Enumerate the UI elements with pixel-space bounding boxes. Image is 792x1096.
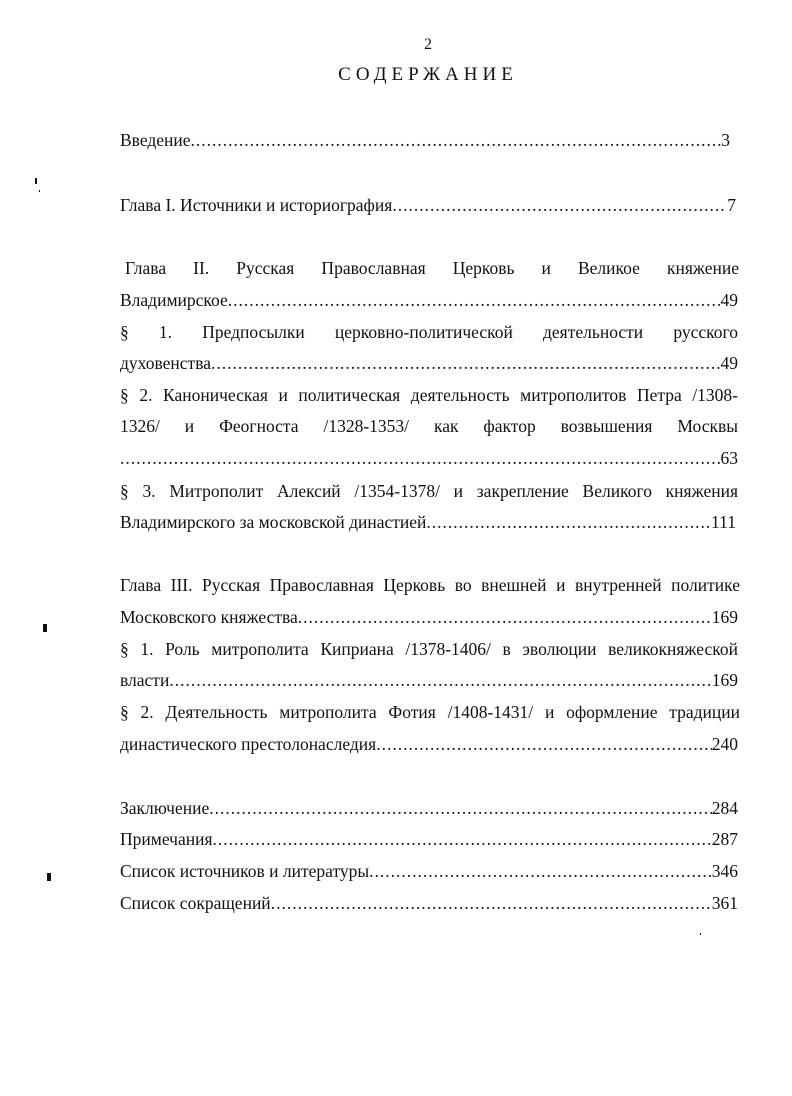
toc-entry-ch3-s2-line1: § 2. Деятельность митрополита Фотия /1408-1431/ и оформление традиции bbox=[120, 702, 740, 722]
toc-entry-ch2-s3-line2 bbox=[120, 509, 736, 535]
dot-leader bbox=[376, 731, 712, 757]
dot-leader bbox=[298, 604, 712, 630]
toc-entry-ch2-s1-line2 bbox=[120, 350, 738, 376]
toc-entry-label: Список сокращений bbox=[120, 893, 271, 913]
toc-entry-chapter-1 bbox=[120, 192, 736, 218]
toc-entry-page: 63 bbox=[720, 448, 738, 468]
dot-leader bbox=[211, 350, 721, 376]
toc-entry-chapter-3-line2 bbox=[120, 604, 738, 630]
toc-entry-ch3-s2-line2 bbox=[120, 731, 738, 757]
dot-leader bbox=[209, 795, 712, 821]
toc-entry-label: династического престолонаследия bbox=[120, 734, 377, 754]
toc-entry-notes bbox=[120, 826, 738, 852]
dot-leader bbox=[120, 445, 721, 471]
dot-leader bbox=[213, 826, 712, 852]
dot-leader bbox=[369, 858, 712, 884]
scan-speck bbox=[43, 624, 47, 632]
dot-leader bbox=[426, 509, 711, 535]
toc-entry-label: Введение bbox=[120, 130, 191, 150]
toc-entry-page: 49 bbox=[720, 353, 738, 373]
toc-entry-chapter-2-line1: Глава II. Русская Православная Церковь и Великое княжение bbox=[125, 258, 739, 278]
toc-entry-label: Глава I. Источники и историография bbox=[120, 195, 393, 215]
dot-leader bbox=[392, 192, 727, 218]
toc-entry-label: Список источников и литературы bbox=[120, 861, 370, 881]
toc-entry-ch2-s2-line2: 1326/ и Феогноста /1328-1353/ как фактор возвышения Москвы bbox=[120, 416, 738, 436]
toc-entry-ch2-s1-line1: § 1. Предпосылки церковно-политической деятельности русского bbox=[120, 322, 738, 342]
dot-leader bbox=[228, 287, 721, 313]
toc-entry-conclusion bbox=[120, 795, 738, 821]
scan-speck bbox=[39, 190, 40, 192]
toc-entry-chapter-2-line2 bbox=[120, 287, 738, 313]
toc-entry-label: власти bbox=[120, 670, 170, 690]
toc-entry-ch3-s1-line2 bbox=[120, 667, 738, 693]
toc-entry-page: 361 bbox=[711, 893, 738, 913]
toc-entry-page: 7 bbox=[727, 195, 736, 215]
toc-entry-label: Заключение bbox=[120, 798, 210, 818]
page-title: СОДЕРЖАНИЕ bbox=[338, 64, 518, 85]
toc-entry-label: Владимирское bbox=[120, 290, 228, 310]
toc-entry-page: 169 bbox=[711, 607, 738, 627]
toc-entry-ch2-s3-line1: § 3. Митрополит Алексий /1354-1378/ и закрепление Великого княжения bbox=[120, 481, 738, 501]
toc-entry-label: Владимирского за московской династией bbox=[120, 512, 427, 532]
toc-entry-ch2-s2-line3 bbox=[120, 445, 738, 471]
toc-entry-ch2-s2-line1: § 2. Каноническая и политическая деятельность митрополитов Петра /1308- bbox=[120, 385, 738, 405]
toc-entry-page: 346 bbox=[711, 861, 738, 881]
toc-entry-label: Примечания bbox=[120, 829, 213, 849]
toc-entry-page: 169 bbox=[711, 670, 738, 690]
toc-entry-label: Московского княжества bbox=[120, 607, 298, 627]
scan-speck bbox=[35, 178, 37, 184]
toc-entry-page: 49 bbox=[720, 290, 738, 310]
toc-entry-page: 240 bbox=[711, 734, 738, 754]
toc-entry-page: 284 bbox=[711, 798, 738, 818]
dot-leader bbox=[169, 667, 711, 693]
toc-entry-page: 287 bbox=[711, 829, 738, 849]
toc-entry-chapter-3-line1: Глава III. Русская Православная Церковь во внешней и внутренней политике bbox=[120, 575, 740, 595]
dot-leader bbox=[271, 890, 712, 916]
toc-entry-abbreviations bbox=[120, 890, 738, 916]
toc-entry-ch3-s1-line1: § 1. Роль митрополита Киприана /1378-1406/ в эволюции великокняжеской bbox=[120, 639, 738, 659]
dot-leader bbox=[191, 127, 722, 153]
page-number: 2 bbox=[424, 36, 432, 53]
toc-entry-sources bbox=[120, 858, 738, 884]
toc-entry-page: 3 bbox=[721, 130, 730, 150]
scan-speck bbox=[700, 933, 701, 935]
toc-entry-page: 111 bbox=[711, 512, 736, 532]
scan-speck bbox=[47, 873, 51, 881]
toc-entry-label: духовенства bbox=[120, 353, 211, 373]
toc-entry-intro bbox=[120, 127, 730, 153]
